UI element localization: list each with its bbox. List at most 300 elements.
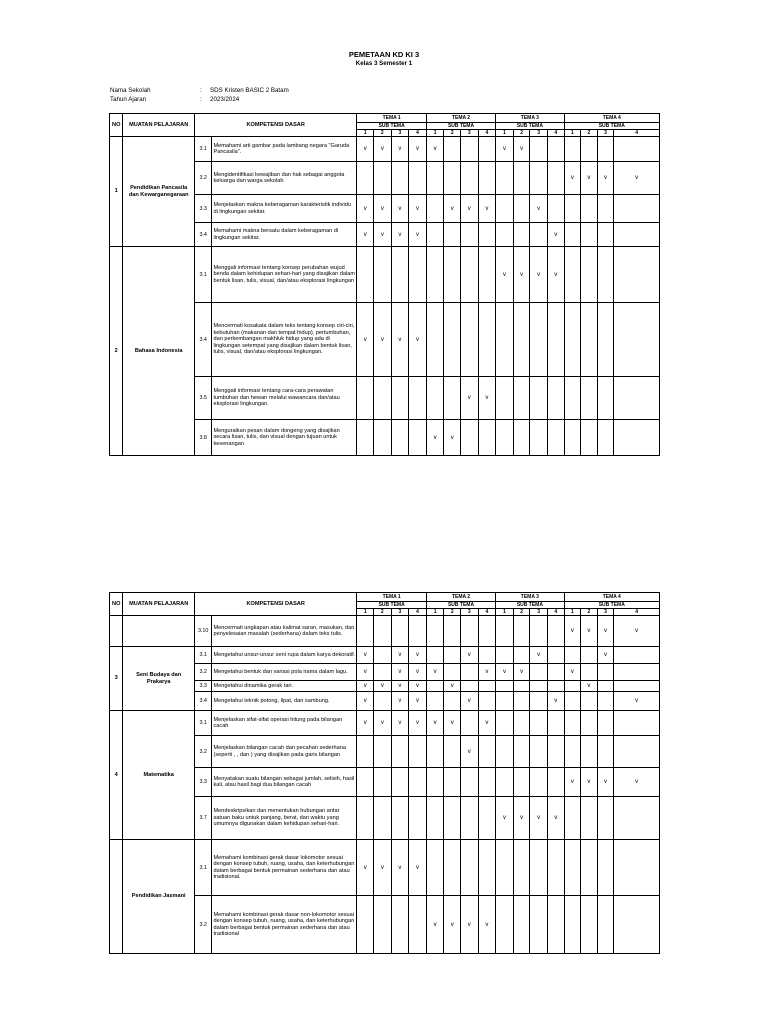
mark-cell [530, 681, 548, 692]
kd-number: 3.1 [194, 711, 212, 736]
mark-cell [513, 768, 530, 797]
subtema-number: 3 [597, 609, 614, 616]
mark-cell [614, 681, 660, 692]
mark-cell [496, 736, 514, 768]
mark-cell [478, 797, 496, 840]
mark-cell: v [357, 711, 374, 736]
subtema-number: 1 [357, 609, 374, 616]
mark-cell: v [391, 711, 409, 736]
table-row [110, 647, 660, 664]
page-title: PEMETAAN KD KI 3 [348, 50, 420, 59]
mark-cell: v [513, 664, 530, 681]
mark-cell [530, 137, 548, 162]
table-row [110, 616, 660, 647]
subtema-number: 4 [547, 130, 564, 137]
subject-number: 1 [110, 137, 123, 247]
mark-cell [581, 711, 598, 736]
mark-cell: v [426, 896, 444, 954]
kd-description: Mencermati ungkapan atau kalimat saran, masukan, dan penyelesaian masalah (sederhana) dalam teks tulis. [212, 616, 357, 647]
mark-cell: v [357, 195, 374, 223]
page-subtitle: Kelas 3 Semester 1 [355, 60, 413, 67]
mark-cell [581, 137, 598, 162]
mark-cell [513, 420, 530, 456]
kd-description: Mengetahui teknik potong, lipat, dan sambung. [212, 692, 357, 711]
mark-cell [374, 768, 392, 797]
subject-name: Seni Budaya dan Prakarya [123, 647, 194, 711]
table-row [110, 137, 660, 162]
mark-cell: v [357, 137, 374, 162]
mark-cell [444, 223, 461, 247]
mark-cell: v [374, 303, 392, 377]
mark-cell [597, 664, 614, 681]
mark-cell [547, 162, 564, 195]
mark-cell [426, 303, 444, 377]
mark-cell [530, 711, 548, 736]
mark-cell: v [614, 768, 660, 797]
mark-cell [547, 616, 564, 647]
mark-cell [581, 377, 598, 420]
kd-number: 3.7 [194, 797, 212, 840]
mark-cell [409, 420, 427, 456]
mark-cell [564, 896, 581, 954]
mark-cell [564, 247, 581, 303]
mark-cell: v [391, 692, 409, 711]
mark-cell: v [496, 137, 514, 162]
mark-cell: v [597, 616, 614, 647]
kd-number: 3.3 [194, 681, 212, 692]
kd-description: Menjelaskan sifat-sifat operasi hitung pada bilangan cacah [212, 711, 357, 736]
subtema-number: 3 [391, 130, 409, 137]
mark-cell: v [460, 647, 478, 664]
mark-cell: v [597, 647, 614, 664]
kd-number: 3.5 [194, 377, 212, 420]
mark-cell [391, 797, 409, 840]
kd-description: Menyatakan suatu bilangan sebagai jumlah, selisih, hasil kali, atau hasil bagi dua bilangan cacah [212, 768, 357, 797]
mark-cell [513, 711, 530, 736]
kd-description: Mendeskripsikan dan menentukan hubungan antar satuan baku untuk panjang, berat, dan waktu yang umumnya digunakan dalam kehidupan sehari-hari. [212, 797, 357, 840]
mark-cell [581, 736, 598, 768]
mark-cell [597, 223, 614, 247]
mark-cell: v [391, 137, 409, 162]
subtema-number: 4 [409, 609, 427, 616]
tema-header: TEMA 2 [426, 114, 495, 123]
mark-cell [374, 896, 392, 954]
subject-number: 2 [110, 247, 123, 456]
mark-cell [547, 840, 564, 896]
mark-cell [614, 711, 660, 736]
mark-cell [444, 162, 461, 195]
mark-cell: v [478, 896, 496, 954]
subject-number [110, 616, 123, 647]
mark-cell: v [444, 681, 461, 692]
mark-cell [478, 768, 496, 797]
mark-cell: v [374, 681, 392, 692]
mark-cell: v [547, 247, 564, 303]
colon: : [200, 87, 202, 94]
mark-cell [547, 377, 564, 420]
colon: : [200, 96, 202, 103]
mark-cell [513, 195, 530, 223]
mark-cell [391, 896, 409, 954]
mark-cell [409, 377, 427, 420]
kd-number: 3.2 [194, 736, 212, 768]
mark-cell [460, 137, 478, 162]
mark-cell [547, 681, 564, 692]
subtema-number: 2 [444, 609, 461, 616]
mark-cell: v [460, 896, 478, 954]
mark-cell [614, 303, 660, 377]
mark-cell [513, 840, 530, 896]
mark-cell [564, 420, 581, 456]
mark-cell: v [391, 647, 409, 664]
mark-cell: v [530, 797, 548, 840]
mark-cell: v [409, 303, 427, 377]
subtema-number: 2 [374, 130, 392, 137]
mark-cell [391, 420, 409, 456]
mark-cell [374, 647, 392, 664]
mark-cell [444, 840, 461, 896]
mark-cell [614, 840, 660, 896]
kd-number: 3.10 [194, 616, 212, 647]
kd-description: Menggali informasi tentang cara-cara perawatan tumbuhan dan hewan melalui wawancara dan/atau eksplorasi lingkungan. [212, 377, 357, 420]
mark-cell [530, 768, 548, 797]
subtema-number: 3 [460, 609, 478, 616]
mark-cell [530, 303, 548, 377]
mark-cell: v [444, 896, 461, 954]
mark-cell [496, 195, 514, 223]
mark-cell [478, 616, 496, 647]
mark-cell [564, 797, 581, 840]
subtema-number: 2 [581, 609, 598, 616]
mark-cell [460, 664, 478, 681]
kd-number: 3.4 [194, 303, 212, 377]
header-row [110, 114, 660, 123]
mark-cell [391, 247, 409, 303]
mark-cell [597, 736, 614, 768]
mark-cell: v [374, 195, 392, 223]
mark-cell [513, 162, 530, 195]
table-row [110, 247, 660, 303]
kd-number: 3.2 [194, 896, 212, 954]
mark-cell [564, 840, 581, 896]
subtema-number: 1 [564, 130, 581, 137]
mark-cell [581, 896, 598, 954]
mark-cell [513, 647, 530, 664]
mark-cell [496, 840, 514, 896]
mark-cell: v [357, 303, 374, 377]
mark-cell [597, 797, 614, 840]
mark-cell [530, 223, 548, 247]
subtema-number: 4 [547, 609, 564, 616]
mark-cell: v [581, 162, 598, 195]
mark-cell [357, 420, 374, 456]
mark-cell [444, 303, 461, 377]
mark-cell [513, 896, 530, 954]
mark-cell [597, 840, 614, 896]
mark-cell: v [597, 768, 614, 797]
mark-cell [513, 692, 530, 711]
mark-cell [374, 377, 392, 420]
mark-cell [530, 377, 548, 420]
kd-number: 3.2 [194, 162, 212, 195]
mark-cell [581, 647, 598, 664]
subtema-number: 1 [426, 130, 444, 137]
mark-cell [409, 162, 427, 195]
subtema-header: SUB TEMA [426, 602, 495, 609]
mark-cell [597, 711, 614, 736]
mark-cell [564, 303, 581, 377]
mark-cell [374, 692, 392, 711]
mark-cell: v [426, 711, 444, 736]
mark-cell [564, 736, 581, 768]
kd-description: Menggali informasi tentang konsep perubahan wujud benda dalam kehidupan sehari-hari yang disajikan dalam bentuk lisan, tulis, visual, dan/atau eksplorasi lingkungan [212, 247, 357, 303]
mark-cell: v [391, 195, 409, 223]
mark-cell: v [496, 797, 514, 840]
mark-cell: v [391, 681, 409, 692]
kd-description: Mengetahui bentuk dan variasi pola irama dalam lagu. [212, 664, 357, 681]
subtema-number: 3 [391, 609, 409, 616]
mark-cell [460, 681, 478, 692]
mark-cell [513, 736, 530, 768]
mark-cell [597, 195, 614, 223]
kd-number: 3.3 [194, 768, 212, 797]
mark-cell [496, 303, 514, 377]
subtema-number: 1 [496, 609, 514, 616]
muatan-header: MUATAN PELAJARAN [123, 114, 194, 137]
mark-cell [460, 303, 478, 377]
mark-cell [581, 420, 598, 456]
mark-cell [530, 162, 548, 195]
mark-cell: v [496, 664, 514, 681]
mark-cell [614, 137, 660, 162]
mark-cell [547, 303, 564, 377]
mark-cell: v [581, 681, 598, 692]
mark-cell [478, 247, 496, 303]
subject-number: 3 [110, 647, 123, 711]
mark-cell [597, 247, 614, 303]
mark-cell [564, 692, 581, 711]
header-row [110, 593, 660, 602]
mark-cell [391, 768, 409, 797]
mark-cell [460, 247, 478, 303]
mark-cell [530, 692, 548, 711]
tema-header: TEMA 1 [357, 593, 426, 602]
mark-cell [547, 711, 564, 736]
mark-cell [460, 162, 478, 195]
mark-cell: v [357, 664, 374, 681]
kd-number: 3.1 [194, 247, 212, 303]
kd-number: 3.1 [194, 137, 212, 162]
subtema-header: SUB TEMA [357, 123, 426, 130]
year-info-row [110, 95, 239, 104]
mark-cell [614, 420, 660, 456]
subject-name: Pendidikan Pancasila dan Kewarganegaraan [123, 137, 194, 247]
mark-cell [460, 616, 478, 647]
mark-cell [409, 768, 427, 797]
mark-cell: v [460, 195, 478, 223]
mark-cell [444, 736, 461, 768]
subtema-number: 1 [357, 130, 374, 137]
mark-cell [496, 681, 514, 692]
mark-cell: v [530, 195, 548, 223]
tema-header: TEMA 1 [357, 114, 426, 123]
mark-cell [614, 377, 660, 420]
mark-cell [374, 797, 392, 840]
mark-cell [426, 195, 444, 223]
year-label: Tahun Ajaran [110, 96, 147, 103]
mark-cell [496, 768, 514, 797]
mark-cell: v [374, 711, 392, 736]
mark-cell [597, 377, 614, 420]
mark-cell: v [460, 692, 478, 711]
mark-cell [460, 223, 478, 247]
mark-cell [478, 692, 496, 711]
mark-cell: v [391, 303, 409, 377]
mark-cell: v [496, 247, 514, 303]
mark-cell [547, 768, 564, 797]
subtema-header: SUB TEMA [496, 602, 564, 609]
mark-cell: v [564, 768, 581, 797]
table-row [110, 711, 660, 736]
mark-cell [426, 768, 444, 797]
mark-cell [597, 896, 614, 954]
mark-cell [581, 223, 598, 247]
mark-cell: v [391, 223, 409, 247]
mark-cell [374, 664, 392, 681]
mark-cell [444, 647, 461, 664]
subject-name: Bahasa Indonesia [123, 247, 194, 456]
subtema-number: 2 [374, 609, 392, 616]
mark-cell: v [357, 647, 374, 664]
mark-cell: v [530, 247, 548, 303]
mark-cell [357, 768, 374, 797]
mark-cell: v [357, 223, 374, 247]
mark-cell [597, 137, 614, 162]
mark-cell [409, 797, 427, 840]
mark-cell [581, 195, 598, 223]
mark-cell: v [513, 797, 530, 840]
subtema-header: SUB TEMA [564, 602, 659, 609]
kd-number: 3.4 [194, 692, 212, 711]
kd-number: 3.8 [194, 420, 212, 456]
mark-cell: v [564, 162, 581, 195]
mark-cell [496, 896, 514, 954]
mark-cell [496, 711, 514, 736]
mark-cell [581, 840, 598, 896]
kd-description: Menjelaskan makna keberagaman karakteristik individu di lingkungan sekitar. [212, 195, 357, 223]
mark-cell: v [409, 840, 427, 896]
mark-cell [614, 664, 660, 681]
kd-description: Memahami arti gambar pada lambang negara "Garuda Pancasila". [212, 137, 357, 162]
mark-cell: v [444, 711, 461, 736]
mark-cell [478, 137, 496, 162]
mark-cell [564, 377, 581, 420]
kd-number: 3.4 [194, 223, 212, 247]
mark-cell [357, 736, 374, 768]
mark-cell: v [426, 420, 444, 456]
mark-cell: v [409, 195, 427, 223]
subtema-number: 2 [513, 130, 530, 137]
mark-cell: v [444, 195, 461, 223]
mark-cell [614, 195, 660, 223]
mark-cell [547, 195, 564, 223]
mark-cell [357, 377, 374, 420]
kd-description: Menguraikan pesan dalam dongeng yang disajikan secara lisan, tulis, dan visual dengan tujuan untuk kesenangan [212, 420, 357, 456]
mark-cell: v [357, 681, 374, 692]
mark-cell [444, 137, 461, 162]
kd-number: 3.3 [194, 195, 212, 223]
mark-cell [597, 692, 614, 711]
subtema-number: 2 [581, 130, 598, 137]
mark-cell [357, 616, 374, 647]
table-row [110, 840, 660, 896]
mark-cell: v [444, 420, 461, 456]
mark-cell [581, 797, 598, 840]
mark-cell: v [357, 840, 374, 896]
kd-number: 3.1 [194, 647, 212, 664]
mark-cell: v [564, 616, 581, 647]
mark-cell [581, 692, 598, 711]
kd-header: KOMPETENSI DASAR [194, 114, 357, 137]
mark-cell [426, 647, 444, 664]
kd-description: Mengidentifikasi kewajiban dan hak sebagai anggota keluarga dan warga sekolah [212, 162, 357, 195]
mark-cell [597, 681, 614, 692]
mark-cell [374, 420, 392, 456]
mark-cell: v [478, 664, 496, 681]
mark-cell [426, 223, 444, 247]
mark-cell: v [581, 616, 598, 647]
mark-cell [581, 247, 598, 303]
mark-cell [513, 303, 530, 377]
mark-cell [444, 616, 461, 647]
mark-cell [547, 137, 564, 162]
mark-cell [513, 681, 530, 692]
mark-cell [426, 692, 444, 711]
mark-cell: v [409, 647, 427, 664]
mark-cell [614, 647, 660, 664]
subtema-number: 4 [478, 130, 496, 137]
mark-cell: v [614, 616, 660, 647]
subtema-number: 4 [478, 609, 496, 616]
subtema-number: 1 [426, 609, 444, 616]
mark-cell [444, 797, 461, 840]
mark-cell [478, 162, 496, 195]
kd-mapping-table-1 [109, 113, 660, 456]
mark-cell: v [374, 840, 392, 896]
mark-cell: v [374, 137, 392, 162]
mark-cell: v [581, 768, 598, 797]
mark-cell [564, 681, 581, 692]
muatan-header: MUATAN PELAJARAN [123, 593, 194, 616]
year-value: 2023/2024 [210, 96, 240, 103]
kd-mapping-table-2 [109, 592, 660, 954]
mark-cell: v [564, 664, 581, 681]
mark-cell: v [391, 664, 409, 681]
mark-cell [496, 616, 514, 647]
mark-cell: v [460, 736, 478, 768]
subtema-number: 4 [409, 130, 427, 137]
mark-cell [478, 223, 496, 247]
mark-cell: v [478, 711, 496, 736]
kd-header: KOMPETENSI DASAR [194, 593, 357, 616]
mark-cell [614, 223, 660, 247]
subtema-header: SUB TEMA [564, 123, 659, 130]
subject-name: Pendidikan Jasmani [123, 840, 194, 954]
school-label: Nama Sekolah [110, 87, 151, 94]
subject-number: 4 [110, 711, 123, 840]
mark-cell [426, 616, 444, 647]
no-header: NO [110, 593, 123, 616]
